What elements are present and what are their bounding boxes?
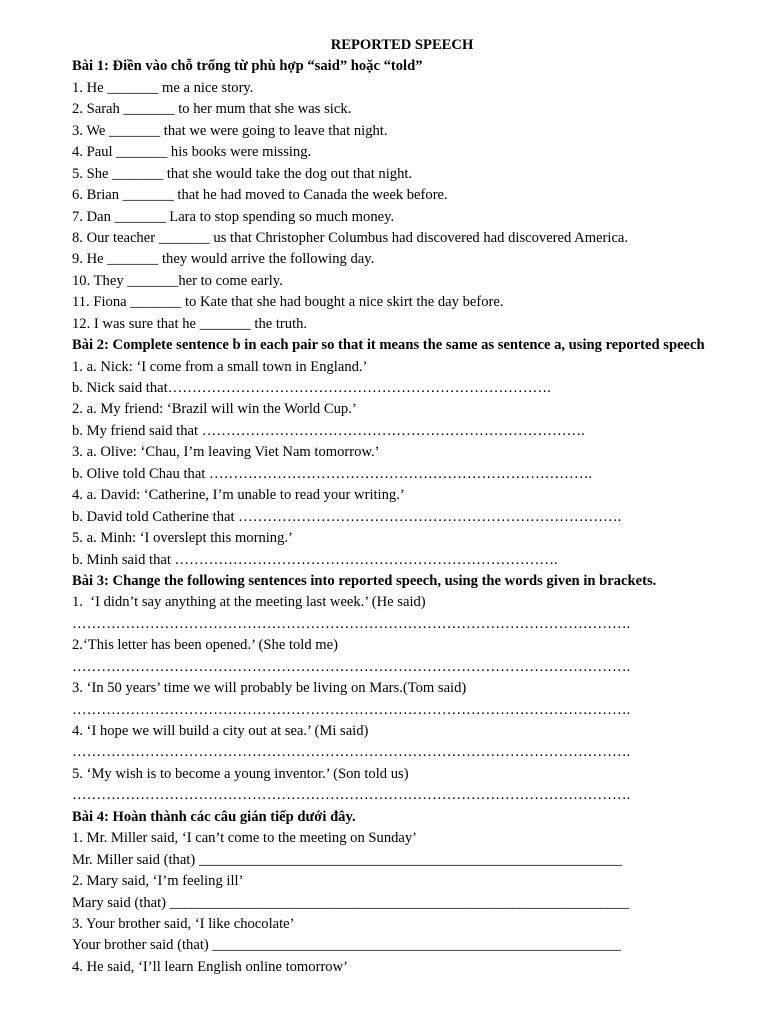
exercise-line: 6. Brian _______ that he had moved to Canada the week before. [72,187,448,204]
exercise-line: Mr. Miller said (that) __________________________________________________________ [72,851,623,868]
exercise-line: 2. Sarah _______ to her mum that she was sick. [72,101,352,118]
exercise-line: 11. Fiona _______ to Kate that she had bought a nice skirt the day before. [72,294,504,311]
exercise-line: ……………………………………………………………………………………………………. [72,658,631,675]
exercise-line: 5. a. Minh: ‘I overslept this morning.’ [72,530,293,547]
exercise-line: 1. a. Nick: ‘I come from a small town in England.’ [72,358,368,375]
exercise-line: Mary said (that) _______________________________________________________________ [72,894,630,911]
section-heading: Bài 1: Điền vào chỗ trống từ phù hợp “said” hoặc “told” [72,58,423,75]
exercise-line: 1. He _______ me a nice story. [72,79,254,96]
exercise-line: 4. He said, ‘I’ll learn English online tomorrow’ [72,958,348,975]
exercise-line: 2. Mary said, ‘I’m feeling ill’ [72,873,244,890]
section-heading: Bài 4: Hoàn thành các câu gián tiếp dưới đây. [72,808,356,825]
section-heading: Bài 2: Complete sentence b in each pair so that it means the same as sentence a, using reported speech [72,337,705,354]
exercise-line: 3. We _______ that we were going to leave that night. [72,122,388,139]
exercise-line: Your brother said (that) ________________________________________________________ [72,937,622,954]
exercise-line: 8. Our teacher _______ us that Christopher Columbus had discovered had discovered America. [72,229,629,246]
exercise-line: b. Minh said that ……………………………………………………………………. [72,551,558,568]
exercise-line: 1. Mr. Miller said, ‘I can’t come to the meeting on Sunday’ [72,830,418,847]
document-page [72,35,742,978]
exercise-line: b. Nick said that……………………………………………………………………. [72,380,551,396]
exercise-line: 12. I was sure that he _______ the truth. [72,315,308,332]
exercise-line: ……………………………………………………………………………………………………. [72,615,631,632]
exercise-line: 1. ‘I didn’t say anything at the meeting last week.’ (He said) [72,594,426,611]
exercise-line: 5. She _______ that she would take the dog out that night. [72,165,413,182]
exercise-line: 3. ‘In 50 years’ time we will probably be living on Mars.(Tom said) [72,680,467,697]
exercise-line: 7. Dan _______ Lara to stop spending so much money. [72,208,395,225]
document-body [72,56,742,978]
document-title: REPORTED SPEECH [330,37,474,53]
exercise-line: 2.‘This letter has been opened.’ (She told me) [72,637,338,654]
exercise-line: b. David told Catherine that ……………………………………………………………………. [72,508,622,525]
exercise-line: 3. a. Olive: ‘Chau, I’m leaving Viet Nam tomorrow.’ [72,444,380,461]
exercise-line: ……………………………………………………………………………………………………. [72,701,631,718]
exercise-line: b. Olive told Chau that ……………………………………………………………………. [72,465,593,482]
exercise-line: 2. a. My friend: ‘Brazil will win the World Cup.’ [72,401,357,418]
exercise-line: 4. Paul _______ his books were missing. [72,144,312,161]
exercise-line: 10. They _______her to come early. [72,272,283,289]
exercise-line: 4. ‘I hope we will build a city out at sea.’ (Mi said) [72,723,369,739]
exercise-line: 9. He _______ they would arrive the following day. [72,251,375,268]
exercise-line: 5. ‘My wish is to become a young inventor.’ (Son told us) [72,765,409,782]
section-heading: Bài 3: Change the following sentences into reported speech, using the words given in brackets. [72,572,657,589]
exercise-line: 3. Your brother said, ‘I like chocolate’ [72,915,295,932]
exercise-line: 4. a. David: ‘Catherine, I’m unable to read your writing.’ [72,487,405,504]
exercise-line: b. My friend said that ……………………………………………………………………. [72,422,585,439]
exercise-line: ……………………………………………………………………………………………………. [72,787,631,804]
exercise-line: ……………………………………………………………………………………………………. [72,744,631,761]
